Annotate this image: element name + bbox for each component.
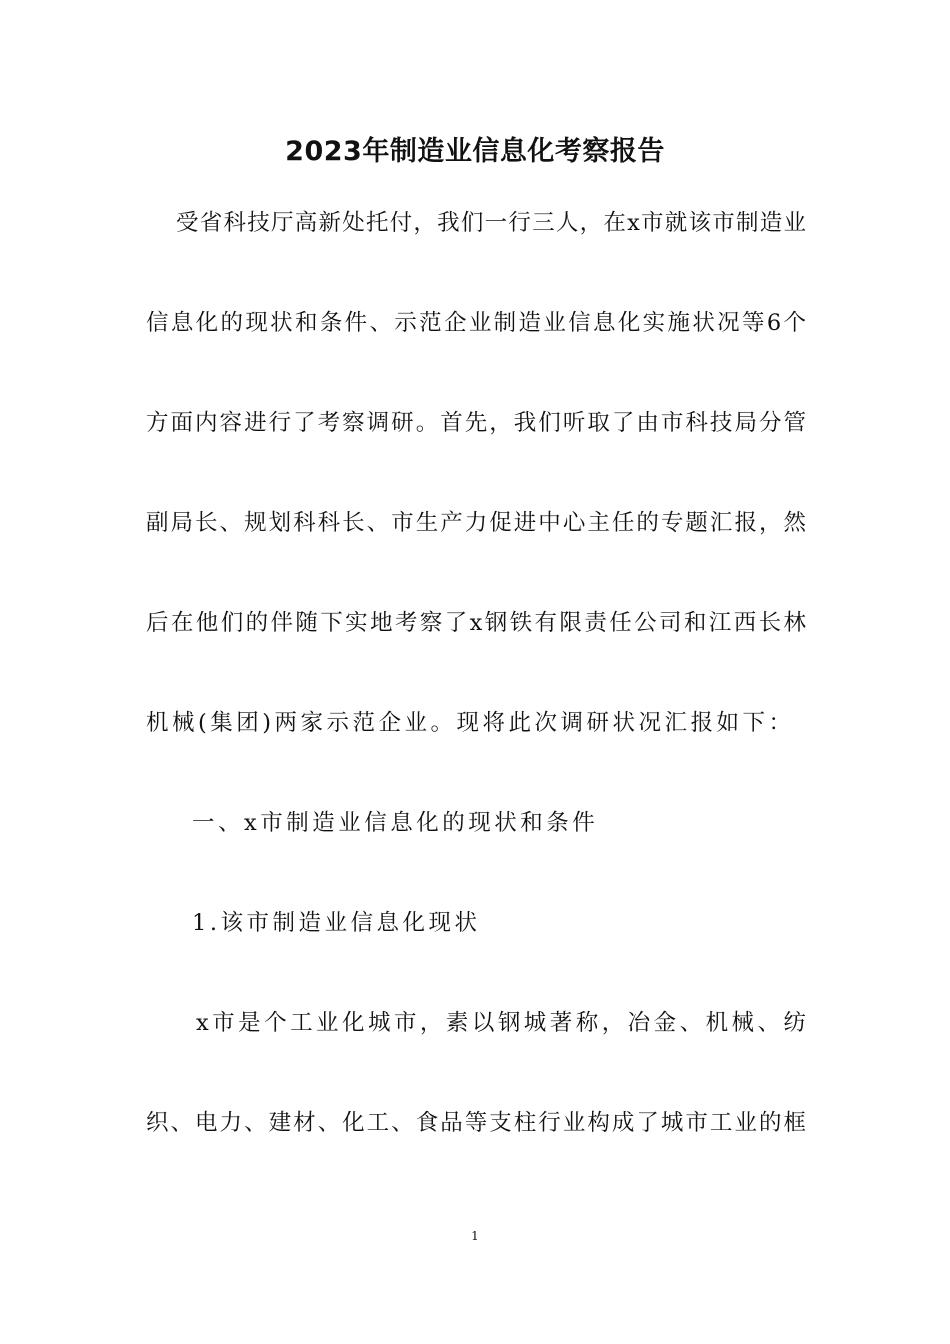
- body-line-8: 织、电力、建材、化工、食品等支柱行业构成了城市工业的框: [146, 1110, 806, 1136]
- body-line-3: 方面内容进行了考察调研。首先，我们听取了由市科技局分管: [146, 410, 806, 436]
- page-number: 1: [471, 1229, 479, 1243]
- section-heading-1: 一、x市制造业信息化的现状和条件: [192, 810, 599, 836]
- body-line-1: 受省科技厅高新处托付，我们一行三人，在x市就该市制造业: [176, 210, 806, 236]
- body-line-5: 后在他们的伴随下实地考察了x钢铁有限责任公司和江西长林: [146, 610, 806, 636]
- document-title: 2023年制造业信息化考察报告: [285, 136, 665, 167]
- body-line-4: 副局长、规划科科长、市生产力促进中心主任的专题汇报，然: [146, 510, 806, 536]
- body-line-6: 机械(集团)两家示范企业。现将此次调研状况汇报如下：: [146, 710, 795, 736]
- body-line-7: x市是个工业化城市，素以钢城著称，冶金、机械、纺: [196, 1010, 806, 1036]
- body-line-2: 信息化的现状和条件、示范企业制造业信息化实施状况等6个: [146, 310, 806, 336]
- subsection-heading-1: 1.该市制造业信息化现状: [192, 910, 481, 936]
